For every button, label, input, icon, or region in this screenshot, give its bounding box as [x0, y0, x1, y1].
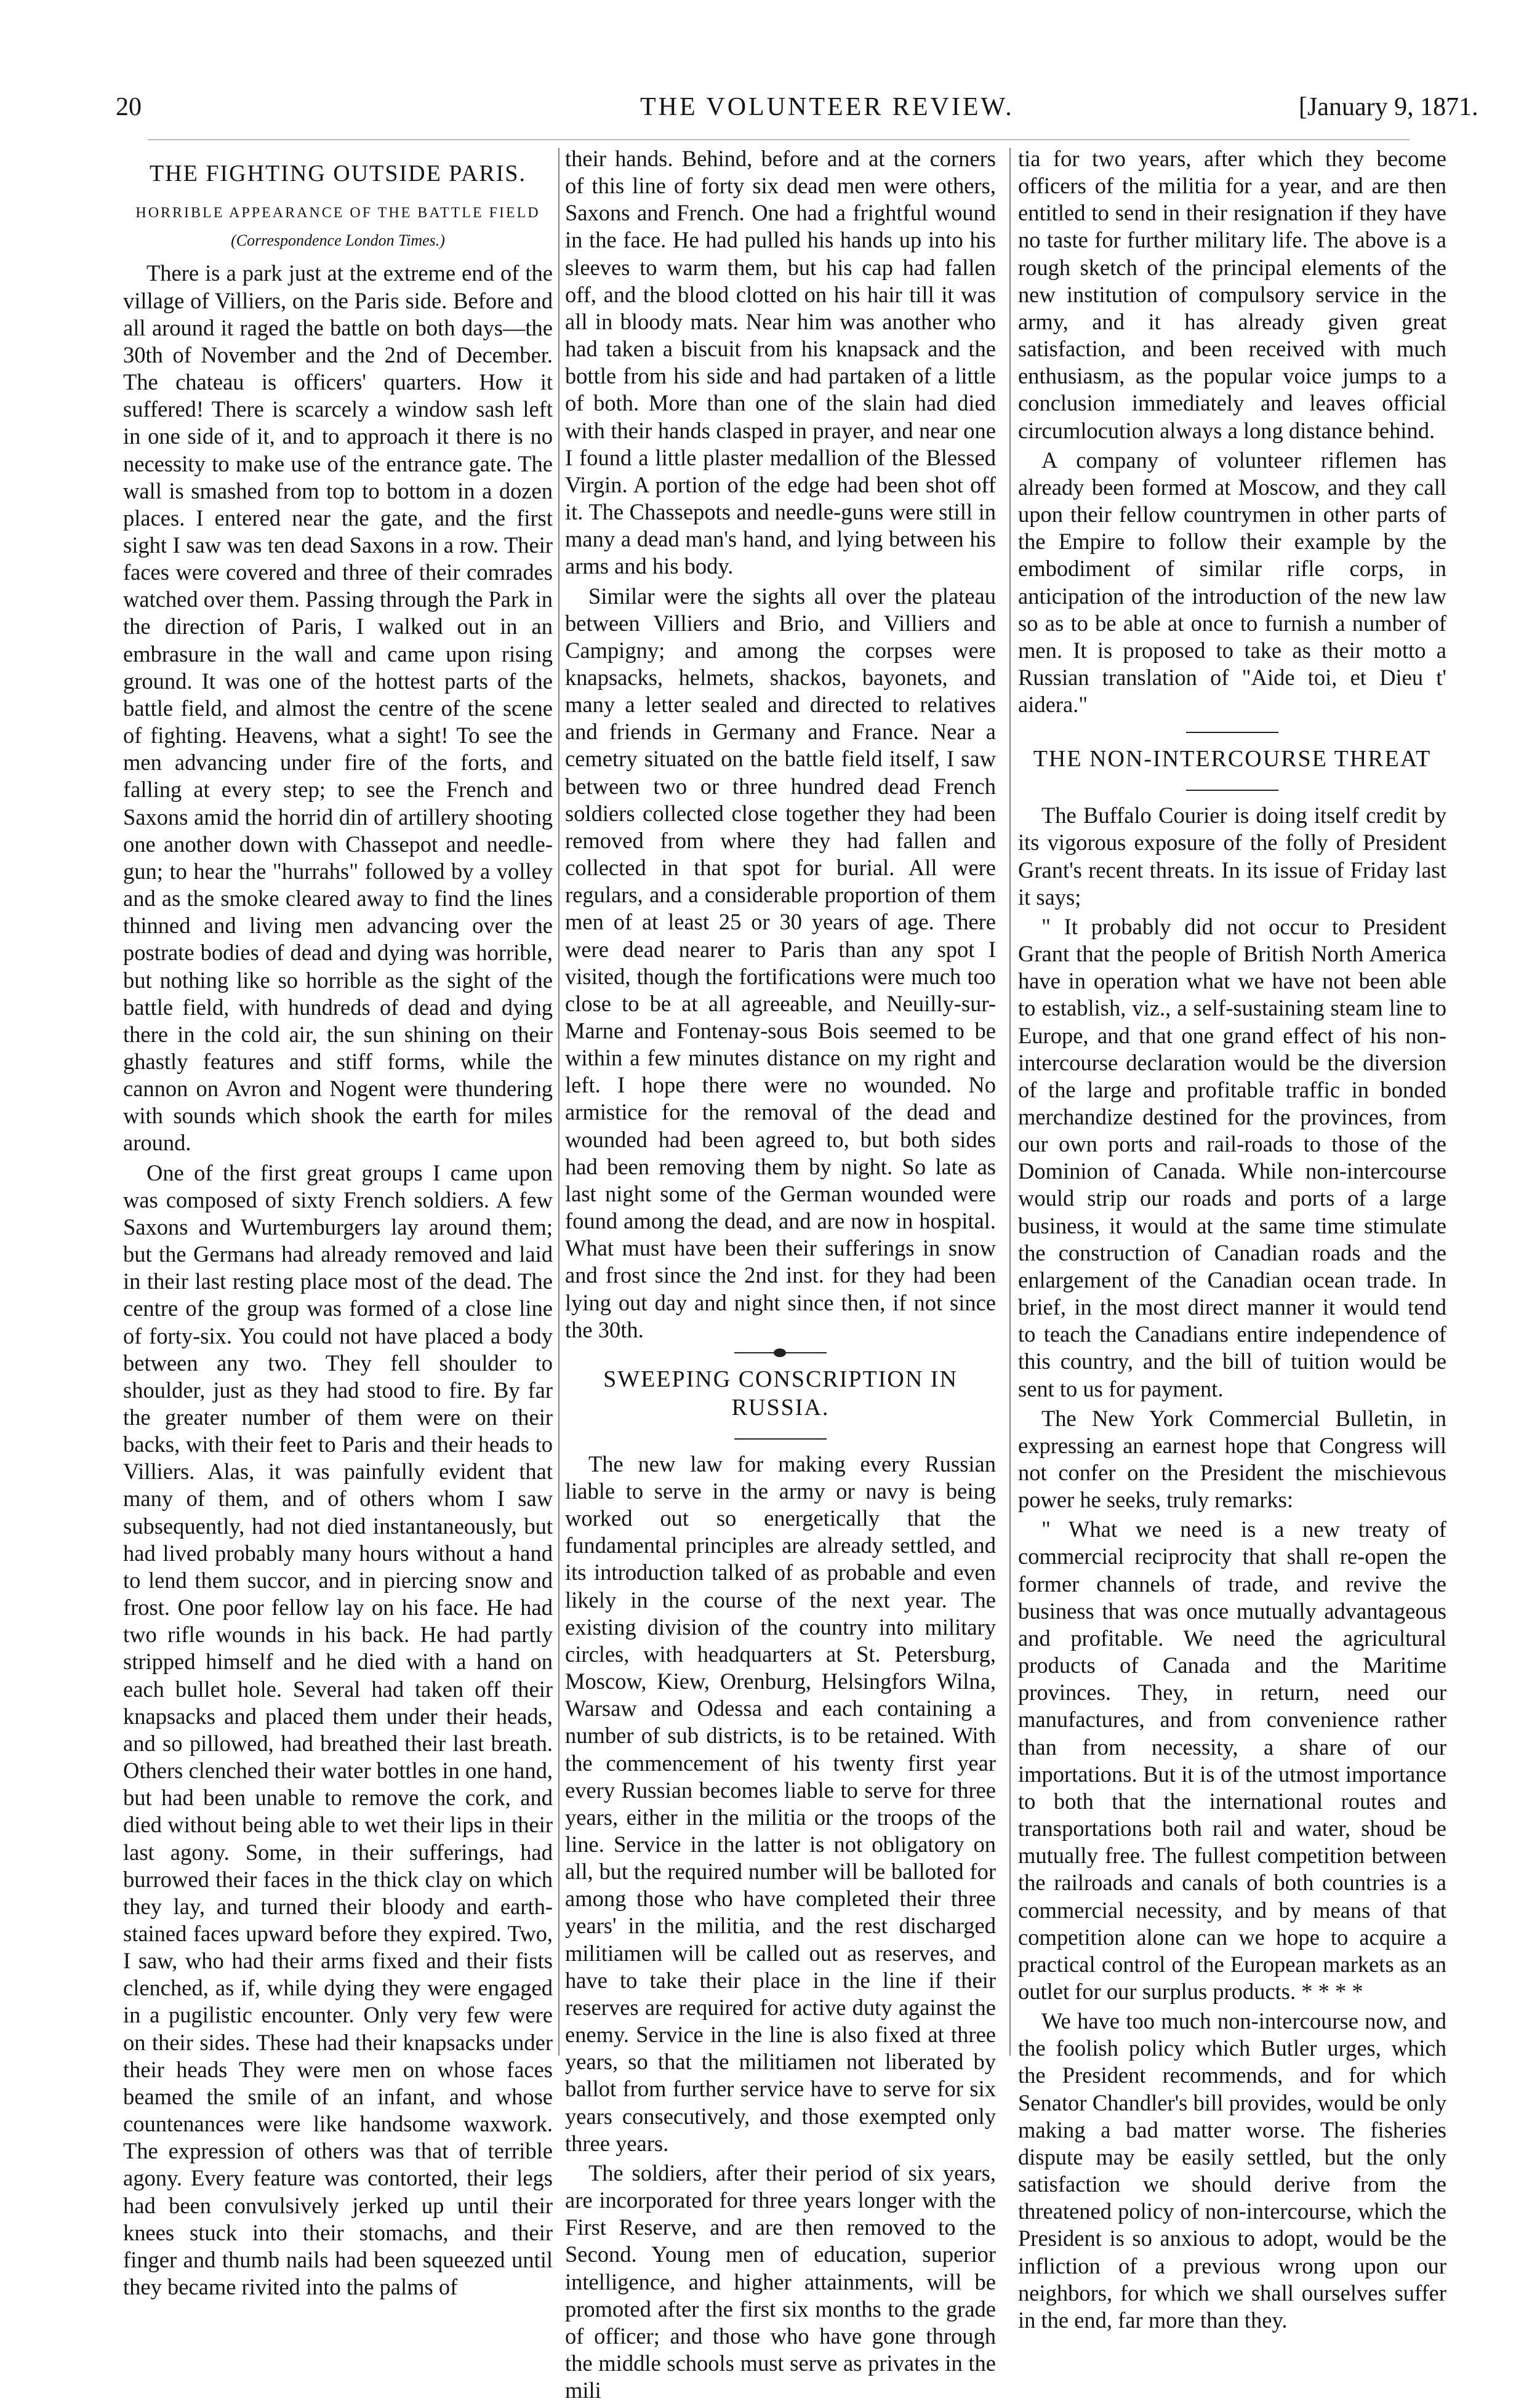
- article-subtitle: HORRIBLE APPEARANCE OF THE BATTLE FIELD: [135, 204, 540, 221]
- column-3: [1018, 145, 1446, 2334]
- paragraph: tia for two years, after which they become officers of the militia for a year, and are then entitled to send in their resignation if they have no taste for further military life. The above is a rough sketch of the principal elements of the new institution of compulsory service in the army, and it has already given great satisfaction, and been received with much enthusiasm, as the popular voice jumps to a conclusion immediately and leaves official circumlocution always a long distance behind.: [1018, 146, 1446, 443]
- title-rule: [734, 1438, 827, 1440]
- paragraph: The New York Commercial Bulletin, in expressing an earnest hope that Congress will not confer on the President the mischievous power he seeks, truly remarks:: [1018, 1405, 1446, 1513]
- paragraph: " What we need is a new treaty of commercial reciprocity that shall re-open the former channels of trade, and revive the business that was once mutually advantageous and profitable. We need the agricultural products of Canada and the Maritime provinces. They, in return, need our manufactures, and from convenience rather than from necessity, a share of our importations. But it is of the utmost importance to both that the international routes and transportations both rail and water, shoud be mutually free. The fullest competition between the railroads and canals of both countries is a commercial necessity, and by means of that competition alone can we hope to acquire a practical control of the European markets as an outlet for our surplus products. * * * *: [1018, 1517, 1446, 2004]
- paragraph: We have too much non-intercourse now, and the foolish policy which Butler urges, which the President recommends, and for which Senator Chandler's bill provides, would be only making a bad matter worse. The fisheries dispute may be easily settled, but the only satisfaction we should derive from the threatened policy of non-intercourse, which the President is so anxious to adopt, would be the infliction of a previous wrong upon our neighbors, for which we shall ourselves suffer in the end, far more than they.: [1018, 2008, 1446, 2333]
- title-rule: [1186, 790, 1278, 791]
- article-title: THE FIGHTING OUTSIDE PARIS.: [149, 161, 527, 186]
- article-title: THE NON-INTERCOURSE THREAT: [1033, 746, 1432, 772]
- column-2: [565, 145, 996, 2404]
- article-title: SWEEPING CONSCRIPTION IN RUSSIA.: [603, 1366, 958, 1420]
- paragraph: their hands. Behind, before and at the corners of this line of forty six dead men were others, Saxons and French. One had a frightful wound in the face. He had pulled his hands up into his sleeves to warm them, but his cap had fallen off, and the blood clotted on his hair till it was all in bloody mats. Near him was another who had taken a biscuit from his knapsack and the bottle from his side and had partaken of a little of both. More than one of the slain had died with their hands clasped in prayer, and near one I found a little plaster medallion of the Blessed Virgin. A portion of the edge had been shot off it. The Chassepots and needle-guns were still in many a dead man's hand, and lying between his arms and his body.: [565, 146, 996, 579]
- paragraph: The new law for making every Russian liable to serve in the army or navy is being worked out so energetically that the fundamental principles are already settled, and its introduction talked of as probable and even likely in the course of the next year. The existing division of the country into military circles, with headquarters at St. Petersburg, Moscow, Kiew, Orenburg, Helsingfors Wilna, Warsaw and Odessa and each containing a number of sub districts, is to be retained. With the commencement of his twenty first year every Russian becomes liable to serve for three years, either in the militia or the troops of the line. Service in the latter is not obligatory on all, but the required number will be balloted for among those who have completed their three years' in the militia, and the rest discharged militiamen will be called out as reserves, and have to take their place in the line if their reserves are required for active duty against the enemy. Service in the line is also fixed at three years, so that the militiamen not liberated by ballot from further service have to serve for six years consecutively, and those exempted only three years.: [565, 1451, 996, 2156]
- paragraph: Similar were the sights all over the plateau between Villiers and Brio, and Villiers and Campigny; and among the corpses were knapsacks, helmets, shackos, bayonets, and many a letter sealed and directed to relatives and friends in Germany and France. Near a cemetry situated on the battle field itself, I saw between two or three hundred dead French soldiers collected close together they had been removed from where they had fallen and collected in that spot for burial. All were regulars, and a considerable proportion of them men of at least 25 or 30 years of age. There were dead nearer to Paris than any spot I visited, though the fortifications were much too close to be at all agreeable, and Neuilly-sur-Marne and Fontenay-sous Bois seemed to be within a few minutes distance on my right and left. I hope there were no wounded. No armistice for the removal of the dead and wounded had been agreed to, but both sides had been removing them by night. So late as last night some of the German wounded were found among the dead, and are now in hospital. What must have been their sufferings in snow and frost since the 2nd inst. for they had been lying out day and night since then, if not since the 30th.: [565, 583, 996, 1342]
- section-separator: [734, 1352, 827, 1353]
- masthead: THE VOLUNTEER REVIEW.: [640, 93, 1014, 121]
- column-divider: [558, 148, 559, 2056]
- page-number: 20: [116, 93, 142, 121]
- paragraph: A company of volunteer riflemen has already been formed at Moscow, and they call upon their fellow countrymen in other parts of the Empire to follow their example by the embodiment of similar rifle corps, in anticipation of the introduction of the new law so as to be able at once to furnish a number of men. It is proposed to take as their motto a Russian translation of "Aide toi, et Dieu t' aidera.": [1018, 447, 1446, 718]
- issue-date: [January 9, 1871.: [1299, 93, 1478, 121]
- paragraph: " It probably did not occur to President Grant that the people of British North America have in operation what we have not been able to establish, viz., a self-sustaining steam line to Europe, and that one grand effect of his non-intercourse declaration would be the diversion of the large and profitable traffic in bonded merchandize destined for the provinces, from our own ports and rail-roads to those of the Dominion of Canada. While non-intercourse would strip our roads and ports of a large business, it would at the same time stimulate the construction of Canadian roads and the enlargement of the Canadian ocean trade. In brief, in the most direct manner it would tend to teach the Canadians entire independence of this country, and the bill of tuition would be sent to us for payment.: [1018, 913, 1446, 1401]
- article-credit: (Correspondence London Times.): [231, 231, 445, 249]
- paragraph: The Buffalo Courier is doing itself credit by its vigorous exposure of the folly of President Grant's recent threats. In its issue of Friday last it says;: [1018, 803, 1446, 910]
- paragraph: There is a park just at the extreme end of the village of Villiers, on the Paris side. Before and all around it raged the battle on both days—the 30th of November and the 2nd of December. The chateau is officers' quarters. How it suffered! There is scarcely a window sash left in one side of it, and to approach it there is no necessity to make use of the entrance gate. The wall is smashed from top to bottom in a dozen places. I entered near the gate, and the first sight I saw was ten dead Saxons in a row. Their faces were covered and three of their comrades watched over them. Passing through the Park in the direction of Paris, I walked out in an embrasure in the wall and came upon rising ground. It was one of the hottest parts of the battle field, and almost the centre of the scene of fighting. Heavens, what a sight! To see the men advancing under fire of the forts, and falling at every step; to see the French and Saxons amid the horrid din of artillery shooting one another down with Chassepot and needle-gun; to hear the "hurrahs" followed by a volley and as the smoke cleared away to find the lines thinned and living men advancing over the postrate bodies of dead and dying was horrible, but nothing like so horrible as the sight of the battle field, with hundreds of dead and dying there in the cold air, the sun shining on their ghastly features and stiff forms, while the cannon on Avron and Nogent were thundering with sounds which shook the earth for miles around.: [123, 260, 553, 1156]
- paragraph: The soldiers, after their period of six years, are incorporated for three years longer with the First Reserve, and are then removed to the Second. Young men of education, superior intelligence, and higher attainments, will be promoted after the first six months to the grade of officer; and those who have gone through the middle schools must serve as privates in the mili: [565, 2160, 996, 2403]
- column-1: [123, 148, 553, 2301]
- header-rule: [148, 139, 1410, 140]
- section-separator: [1186, 732, 1278, 733]
- paragraph: One of the first great groups I came upon was composed of sixty French soldiers. A few Saxons and Wurtemburgers lay around them; but the Germans had already removed and laid in their last resting place most of the dead. The centre of the group was formed of a close line of forty-six. You could not have placed a body between any two. They fell shoulder to shoulder, just as they had stood to fire. By far the greater number of them were on their backs, with their feet to Paris and their heads to Villiers. Alas, it was painfully evident that many of them, and of others whom I saw subsequently, had not died instantaneously, but had lived probably many hours without a hand to lend them succor, and in piercing snow and frost. One poor fellow lay on his face. He had two rifle wounds in his back. He had partly stripped himself and he died with a hand on each bullet hole. Several had taken off their knapsacks and placed them under their heads, and so pillowed, had breathed their last breath. Others clenched their water bottles in one hand, but had been unable to remove the cork, and died without being able to wet their lips in their last agony. Some, in their sufferings, had burrowed their faces in the thick clay on which they lay, and turned their bloody and earth-stained faces upward before they expired. Two, I saw, who had their arms fixed and their fists clenched, as if, while dying they were engaged in a pugilistic encounter. Only very few were on their sides. These had their knapsacks under their heads They were men on whose faces beamed the smile of an infant, and whose countenances were like handsome waxwork. The expression of others was that of terrible agony. Every feature was contorted, their legs had been convulsively jerked up until their knees stuck into their stomachs, and their finger and thumb nails had been squeezed until they became rivited into the palms of: [123, 1160, 553, 2300]
- column-divider: [1009, 148, 1011, 2056]
